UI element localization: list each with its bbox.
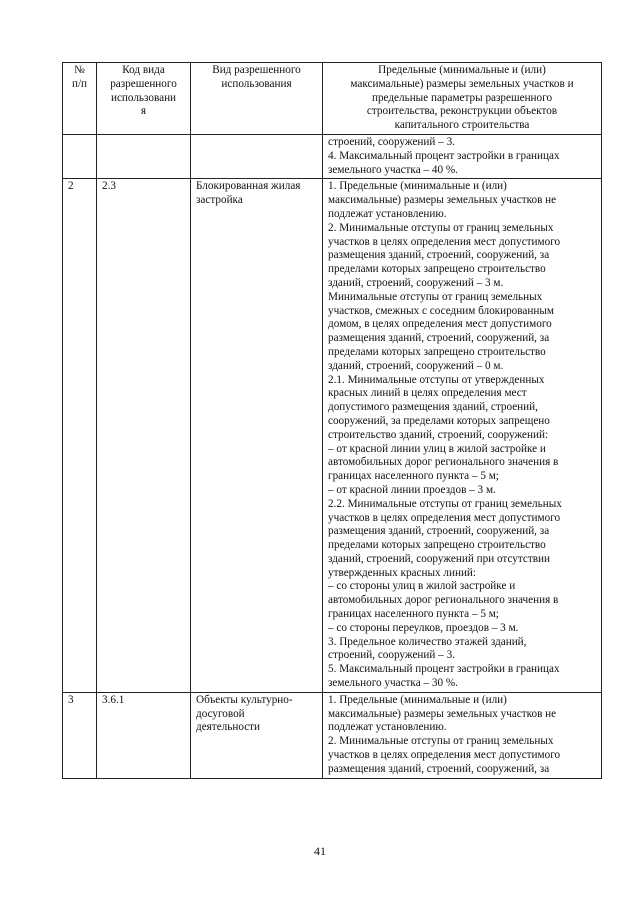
header-kind: Вид разрешенного использования <box>191 63 323 135</box>
cell-text-line: максимальные) размеры земельных участков не <box>328 194 557 207</box>
cell-text-line: участков в целях определения мест допустимого <box>328 235 561 248</box>
cell-text-line: зданий, строений, сооружений при отсутствии <box>328 552 551 565</box>
cell-kind <box>191 179 323 692</box>
cell-text-line: утвержденных красных линий: <box>328 566 477 579</box>
cell-text-line: участков в целях определения мест допустимого <box>328 511 561 524</box>
cell-text-line: 2. Минимальные отступы от границ земельных <box>328 735 554 748</box>
table-row <box>63 134 602 178</box>
cell-text-line: 1. Предельные (минимальные и (или) <box>328 180 507 193</box>
cell-text-line: зданий, строений, сооружений – 3 м. <box>328 276 504 289</box>
cell-code <box>97 179 191 692</box>
cell-text-line: автомобильных дорог регионального значения в <box>328 594 559 607</box>
cell-code <box>97 134 191 178</box>
cell-text-line: размещения зданий, строений, сооружений, за <box>328 525 550 538</box>
cell-text-line: размещения зданий, строений, сооружений, за <box>328 249 550 262</box>
cell-text-line: сооружений, за пределами которых запрещено <box>328 414 550 427</box>
table-row <box>63 179 602 692</box>
cell-text-line: пределами которых запрещено строительство <box>328 263 546 276</box>
cell-text-line: пределами которых запрещено строительство <box>328 345 546 358</box>
cell-text-line: – со стороны улиц в жилой застройке и <box>328 580 516 593</box>
cell-text-line: размещения зданий, строений, сооружений, за <box>328 762 550 775</box>
cell-text-line: – со стороны переулков, проездов – 3 м. <box>328 621 519 634</box>
cell-text-line: участков в целях определения мест допустимого <box>328 749 561 762</box>
cell-text-line: 3. Предельное количество этажей зданий, <box>328 635 527 648</box>
cell-text-line: – от красной линии проездов – 3 м. <box>328 483 496 496</box>
cell-params <box>323 134 602 178</box>
cell-text-line: досуговой <box>196 707 245 720</box>
cell-text-line: земельного участка – 30 %. <box>328 677 458 690</box>
cell-text-line: 2.3 <box>102 180 116 193</box>
cell-text-line: Минимальные отступы от границ земельных <box>328 290 543 303</box>
cell-text-line: участков, смежных с соседним блокированным <box>328 304 554 317</box>
cell-text-line: 3.6.1 <box>102 693 125 706</box>
cell-text-line: зданий, строений, сооружений – 0 м. <box>328 359 504 372</box>
cell-text-line: строений, сооружений – 3. <box>328 649 455 662</box>
cell-text-line: застройка <box>196 194 243 207</box>
cell-text-line: деятельности <box>196 721 261 734</box>
cell-text-line: пределами которых запрещено строительство <box>328 539 546 552</box>
cell-text-line: подлежат установлению. <box>328 721 447 734</box>
cell-params <box>323 179 602 692</box>
header-code: Код вида разрешенного использовани я <box>97 63 191 135</box>
cell-code <box>97 692 191 778</box>
cell-text-line: Блокированная жилая <box>196 180 301 193</box>
cell-text-line: 2.1. Минимальные отступы от утвержденных <box>328 373 545 386</box>
cell-text-line: границах населенного пункта – 5 м; <box>328 470 499 483</box>
cell-text-line: Объекты культурно- <box>196 693 293 706</box>
cell-number <box>63 179 97 692</box>
cell-text-line: 2.2. Минимальные отступы от границ земельных <box>328 497 562 510</box>
cell-text-line: земельного участка – 40 %. <box>328 163 458 176</box>
page-number: 41 <box>314 844 326 858</box>
table-row <box>63 692 602 778</box>
cell-kind <box>191 692 323 778</box>
table-body <box>63 134 602 778</box>
cell-text-line: домом, в целях определения мест допустимого <box>328 318 552 331</box>
cell-number <box>63 692 97 778</box>
cell-text-line: – от красной линии улиц в жилой застройке и <box>328 442 546 455</box>
cell-text-line: красных линий в целях определения мест <box>328 387 527 400</box>
cell-text-line: автомобильных дорог регионального значения в <box>328 456 559 469</box>
header-number: № п/п <box>63 63 97 135</box>
cell-text-line: 4. Максимальный процент застройки в границах <box>328 149 560 162</box>
table-header-row <box>63 63 602 135</box>
cell-number <box>63 134 97 178</box>
cell-text-line: максимальные) размеры земельных участков не <box>328 707 557 720</box>
cell-text-line: подлежат установлению. <box>328 207 447 220</box>
cell-text-line: размещения зданий, строений, сооружений, за <box>328 332 550 345</box>
cell-text-line: границах населенного пункта – 5 м; <box>328 608 499 621</box>
cell-text-line: 2. Минимальные отступы от границ земельных <box>328 221 554 234</box>
cell-text-line: 3 <box>68 693 74 706</box>
cell-text-line: 2 <box>68 180 74 193</box>
header-params: Предельные (минимальные и (или) максимальные) размеры земельных участков и предельные параметры разрешенного строительства, реконструкции объектов капитального строительства <box>323 63 602 135</box>
cell-text-line: 1. Предельные (минимальные и (или) <box>328 693 507 706</box>
cell-text-line: допустимого размещения зданий, строений, <box>328 401 538 414</box>
cell-text-line: строений, сооружений – 3. <box>328 135 455 148</box>
cell-text-line: строительство зданий, строений, сооружений: <box>328 428 549 441</box>
cell-params <box>323 692 602 778</box>
cell-kind <box>191 134 323 178</box>
cell-text-line: 5. Максимальный процент застройки в границах <box>328 663 560 676</box>
regulations-table <box>62 62 602 779</box>
